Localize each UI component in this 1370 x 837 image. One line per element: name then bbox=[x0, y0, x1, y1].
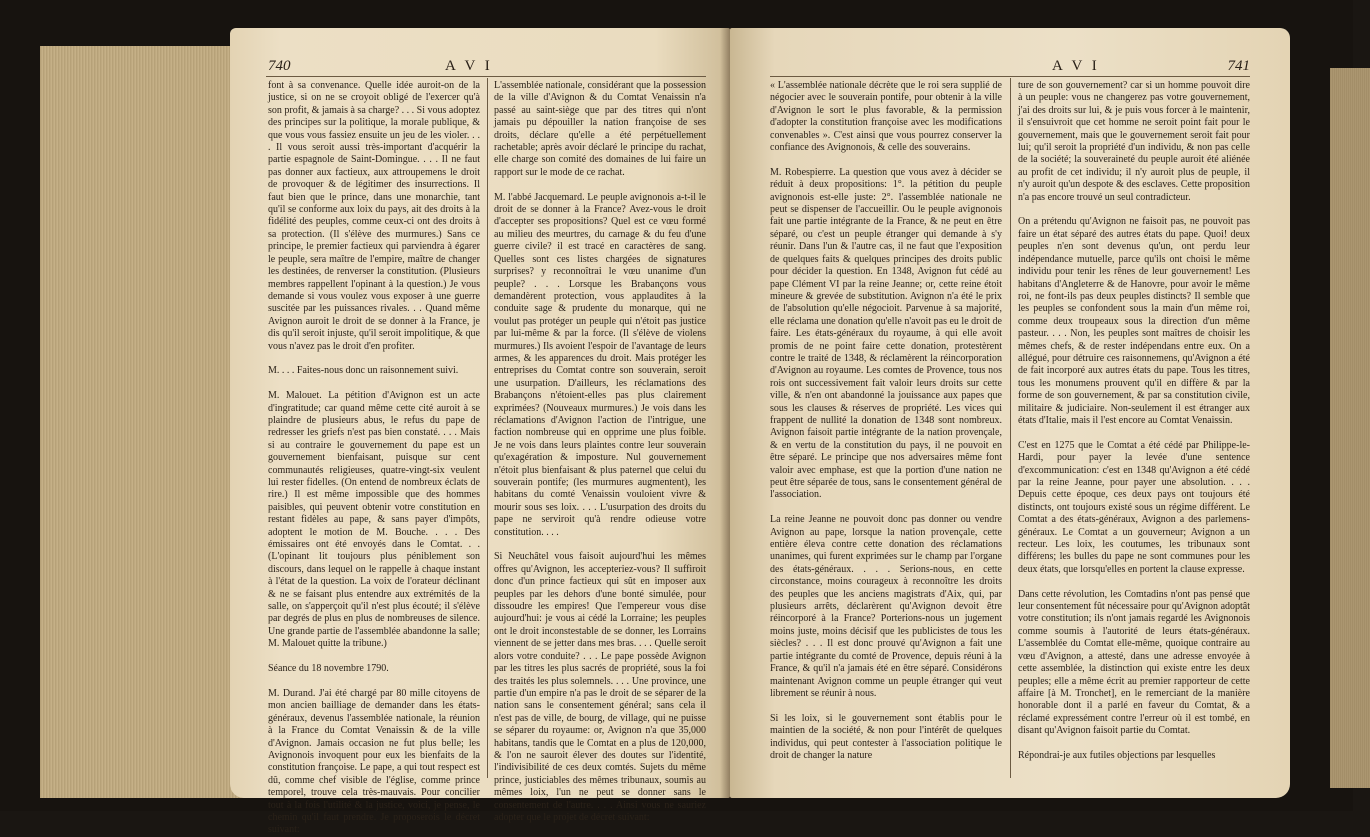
right-column-divider bbox=[1010, 78, 1011, 778]
right-page bbox=[730, 28, 1290, 798]
right-running-head: A V I bbox=[1052, 58, 1100, 74]
left-page-number: 740 bbox=[268, 58, 291, 74]
right-header-rule bbox=[770, 76, 1250, 77]
open-book bbox=[40, 8, 1340, 836]
left-header-rule bbox=[266, 76, 706, 77]
right-column-1: « L'assemblée nationale décrète que le roi sera supplié de négocier avec le souverain pontife, pour obtenir à la ville d'Avignon le sort le plus favorable, & la permission d'adopter la constitution françoise avec les modifications convenables ». C'est ainsi que vous pourrez conserver la confiance des Avignonois, & celle des souverains. M. Robespierre. La question que vous avez à décider se réduit à deux propositions: 1°. la pétition du peuple avignonois est-elle juste: 2°. l'assemblée nationale ne peut se dispenser de l'accueillir. Ou le peuple avignonois fait une partie intégrante de la France, & ne peut en être séparé, ou c'est un peuple étranger qui demande à s'y réunir. Dans l'un & l'autre cas, il ne faut que l'exposition de quelques faits & quelques principes des droits public pour décider la question. En 1348, Avignon fut cédé au pape Clément VI par la reine Jeanne; or, cette reine étoit mineure & grevée de substitution. Avignon n'a été le prix de l'absolution qu'elle négocioit. Parvenue à sa majorité, elle réclama une donation qu'elle n'avoit pas eu le droit de faire. Les états-généraux du royaume, à qui elle avoit promis de ne point faire cette donation, protestèrent contre le traité de 1348, & réclamèrent la réincorporation d'Avignon au royaume. Les comtes de Provence, tous nos rois ont successivement fait valoir leurs droits sur cette ville, & n'en ont abandonné la jouissance aux papes que sous les clauses & réserves de propriété. Les vices qui frappent de nullité la donation de 1348 sont nombreux. Avignon faisoit partie intégrante de la nation provençale, & en vertu de la constitution du pays, il ne pouvoit en être séparé. Le principe que nos adversaires même font valoir avec emphase, est que la portion d'une nation ne peut être séparée de tous, sans le consentement général de l'association. La reine Jeanne ne pouvoit donc pas donner ou vendre Avignon au pape, lorsque la nation provençale, cette entière éleva contre cette donation des réclamations unanimes, qui furent exprimées sur le champ par l'organe des états-généraux. . . . Serions-nous, en cette circonstance, moins courageux à reconnoître les droits des peuples que les anciens magistrats d'Aix, qui, par plusieurs arrêts, déclarèrent qu'Avignon devoit être réincorporé à la France? Porterions-nous un jugement moins juste, moins décisif que les publicistes de tous les siècles? . . . Il est donc prouvé qu'Avignon a fait une partie intégrante du comté de Provence, depuis réuni à la France, & qu'il n'a jamais été en être séparé. Considérons maintenant Avignon comme un peuple étranger qui veut librement se réunir à nous. Si les loix, si le gouvernement sont établis pour le maintien de la société, & non pour l'intérêt de quelques individus, qui peut contester à l'association politique le droit de changer la nature bbox=[770, 80, 1002, 761]
page-edges-left bbox=[40, 46, 255, 798]
left-column-2: L'assemblée nationale, considérant que la possession de la ville d'Avignon & du Comtat Venaissin n'a passé au saint-siège que par des titres qui n'ont jamais pu dépouiller la nation françoise de ses droits, déclare qu'elle a été perpétuellement rachetable; après avoir déclaré le principe du rachat, elle charge son comité des domaines de lui faire un rapport sur le mode de ce rachat. M. l'abbé Jacquemard. Le peuple avignonois a-t-il le droit de se donner à la France? Avez-vous le droit d'accepter ses propositions? Quel est ce vœu formé au milieu des meurtres, du carnage & du feu d'une guerre civile? il est tracé en caractères de sang. Quelles sont ces listes chargées de signatures surprises? y reconnoîtrai le vœu unanime d'un peuple? . . . Lorsque les Brabançons vous demandèrent protection, vous applaudites à la conduite sage & prudente du monarque, qui ne voulut pas protéger un peuple qui n'étoit pas justice par lui-même & par la force. (Il s'élève de violens murmures.) Ils avoient l'espoir de l'avantage de leurs armes, & les apparences du droit. Mais protéger les entreprises du Comtat contre son souverain, seroit une usurpation. D'ailleurs, les réclamations des Brabançons n'étoient-elles pas plus clairement exprimées? (Nouveaux murmures.) Je vois dans les réclamations d'Avignon l'action de l'intrigue, une faction nombreuse qui en opprime une plus foible. Je ne vois dans leurs plaintes contre leur souverain qu'exagération & imposture. Nul gouvernement n'étoit plus bienfaisant & plus paternel que celui du souverain pontife; (les murmures augmentent), les habitans du comté Venaissin vouloient vivre & mourir sous ses loix. . . . L'usurpation des droits du pape ne serviroit qu'à rendre odieuse votre constitution. . . . Si Neuchâtel vous faisoit aujourd'hui les mêmes offres qu'Avignon, les accepteriez-vous? Il suffiroit donc d'un prince factieux qui sût en imposer aux peuples par les dehors d'une bonté simulée, pour dissoudre les empires! Que l'empereur vous dise aujourd'hui: je vous ai cédé la Lorraine; les peuples ont le droit inconstestable de se donner, les Lorrains viennent de se jetter dans mes bras. . . . Quelle seroit alors votre conduite? . . . Le pape possède Avignon par les titres les plus sacrés de propriété, sous la foi des traités les plus solemnels. . . . Une province, une partie d'un empire n'a pas le droit de se séparer de la nation sans le consentement général; sans cela il n'est pas de ville, de bourg, de village, qui ne puisse se séparer du royaume: or, Avignon n'a que 35,000 habitans, tandis que le Comtat en a plus de 120,000, & l'on ne sauroit élever des doutes sur l'identité, l'indivisibilité de ces deux comtés. Sujets du même prince, justiciables des mêmes tribunaux, soumis au mêmes loix, l'un ne peut se donner sans le consentement de l'autre. . . . Ainsi vous ne sauriez adopter que le projet de décret suivant: bbox=[494, 80, 706, 823]
right-column-2: ture de son gouvernement? car si un homme pouvoit dire à un peuple: vous ne changerez pas votre gouvernement, j'ai des droits sur lui, & je puis vous forcer à le maintenir, il s'ensuivroit que cet homme ne seroit point fait pour le gouvernement, mais que le gouvernement seroit fait pour lui; qu'il seroit la propriété d'un individu, & non pas celle de la société; la souveraineté du peuple auroit été aliénée au profit de cet individu; il n'y auroit plus de peuple, il n'y auroit qu'un despote & des esclaves. Cette proposition n'a pas encore trouvé un seul contradicteur. On a prétendu qu'Avignon ne faisoit pas, ne pouvoit pas faire un état séparé des autres états du pape. Quoi! deux peuples n'en sont devenus qu'un, ont perdu leur indépendance mutuelle, parce qu'ils ont choisi le même individu pour tenir les rênes de leur gouvernement! Les habitans d'Angleterre & de Hanovre, pour avoir le même roi, ne font-ils pas deux peuples distincts? Il semble que les peuples se confondent sous la main d'un même roi, comme deux troupeaux sous la direction d'un même pasteur. . . . Non, les peuples sont maîtres de choisir les mêmes chefs, & de rester indépendans entre eux. On a allégué, pour détruire ces raisonnemens, qu'Avignon a été de fait incorporé aux autres états du pape. Tous les titres, tous les monumens prouvent qu'il en diffère & par la forme de son gouvernement, & par sa constitution civile, militaire & judiciaire. Non-seulement il est étranger aux états d'Italie, mais il l'est encore au Comtat Venaissin. C'est en 1275 que le Comtat a été cédé par Philippe-le-Hardi, pour payer la levée d'une sentence d'excommunication: c'est en 1348 qu'Avignon a été cédé par la reine Jeanne, pour payer une absolution. . . . Depuis cette époque, ces deux pays ont toujours été distincts, ont toujours existé sous un régime différent. Le Comtat a des états-généraux, Avignon a des parlemens-généraux. Le Comtat a un gouverneur; Avignon a un recteur. Les loix, les coutumes, les tribunaux sont différens; les bulles du pape ne sont communes pour les deux états, que lorsqu'elles en portent la clause expresse. Dans cette révolution, les Comtadins n'ont pas pensé que leur consentement fût nécessaire pour qu'Avignon adoptât votre constitution; ils n'ont jamais regardé les Avignonois comme soumis à l'autorité de leurs états-généraux. L'assemblée du Comtat elle-même, quoique contraire au vœu d'Avignon, a attesté, dans une adresse envoyée à cette assemblée, la distinction qui existe entre les deux peuples; elle a même écrit au premier rapporteur de cette affaire [à M. Tronchet], en le remerciant de la manière honorable dont il a parlé en faveur du Comtat, & a réclamé expressément contre l'erreur où il est tombé, en disant qu'Avignon faisoit partie du Comtat. Répondrai-je aux futiles objections par lesquelles bbox=[1018, 80, 1250, 761]
left-running-head: A V I bbox=[445, 58, 493, 74]
left-column-divider bbox=[487, 78, 488, 778]
left-column-1: font à sa convenance. Quelle idée auroit-on de la justice, si on ne se croyoit obligé de l'exercer qu'à son profit, & jamais à sa charge? . . . Si vous adoptez des principes sur la politique, la morale publique, & que vous vous fassiez ensuite un jeu de les violer. . . . Il vous seroit aussi très-important d'acquérir la partie espagnole de Saint-Domingue. . . . Il ne faut pas donner aux factieux, aux attroupemens le droit de provoquer & de légitimer des insurrections. Il faut bien que le prince, dans une monarchie, tant qu'il se conforme aux loix du pays, ait des droits à la fidélité des peuples, comme ceux-ci ont des droits à sa protection. (Il s'élève des murmures.) Sans ce principe, le premier factieux qui parviendra à égarer le peuple, sera maître de l'empire, maître de changer les destinées, de renverser la constitution. (Plusieurs membres rappellent l'opinant à la question.) Je vous demande si vous voulez vous exposer à une guerre suscitée par les puissances rivales. . . Quand même Avignon auroit le droit de se donner à la France, je dis qu'il seroit injuste, qu'il seroit impolitique, & que vous n'avez pas le droit d'en profiter. M. . . . Faites-nous donc un raisonnement suivi. M. Malouet. La pétition d'Avignon est un acte d'ingratitude; car quand même cette cité auroit à se plaindre de plusieurs abus, le refus du pape de redresser les griefs n'est pas bien constaté. . . . Mais si au contraire le gouvernement du pape est un gouvernement bienfaisant, puisque sur cent communautés religieuses, quatre-vingt-six veulent lui rester fidelles. (On entend de nombreux éclats de rire.) Il est même impossible que des hommes paisibles, qui peuvent obtenir votre constitution en restant fidèles au pape, & sans payer d'impôts, adoptent le motion de M. Bouche. . . . Des émissaires ont été envoyés dans le Comtat. . . (L'opinant lit toujours plus péniblement son discours, dans lequel on le rappelle à chaque instant à l'état de la question. La voix de l'orateur déclinant & ne se faisant plus entendre aux extrémités de la salle, on s'apperçoit qu'il n'est plus écouté; il s'élève par degrés de plus en plus de nombreuses de silence. Une grande partie de l'assemblée abandonne la salle; M. Malouet quitte la tribune.) Séance du 18 novembre 1790. M. Durand. J'ai été chargé par 80 mille citoyens de mon ancien bailliage de demander dans les états-généraux, devenus l'assemblée nationale, la réunion à la France du Comtat Venaissin & de la ville d'Avignon. Jamais occasion ne fut plus belle; les Avignonois invoquent pour eux les bienfaits de la constitution françoise. Le pape, a qui tout respect est dû, comme chef visible de l'église, comme prince temporel, trouve cela très-mauvais. Pour concilier tout à la fois l'utilité & la justice, voici, je pense, le chemin qu'il faut prendre. Je proposerois le décret suivant: bbox=[268, 80, 480, 836]
left-page bbox=[230, 28, 730, 836]
page-edges-right bbox=[1330, 68, 1370, 788]
right-page-number: 741 bbox=[1227, 58, 1250, 74]
